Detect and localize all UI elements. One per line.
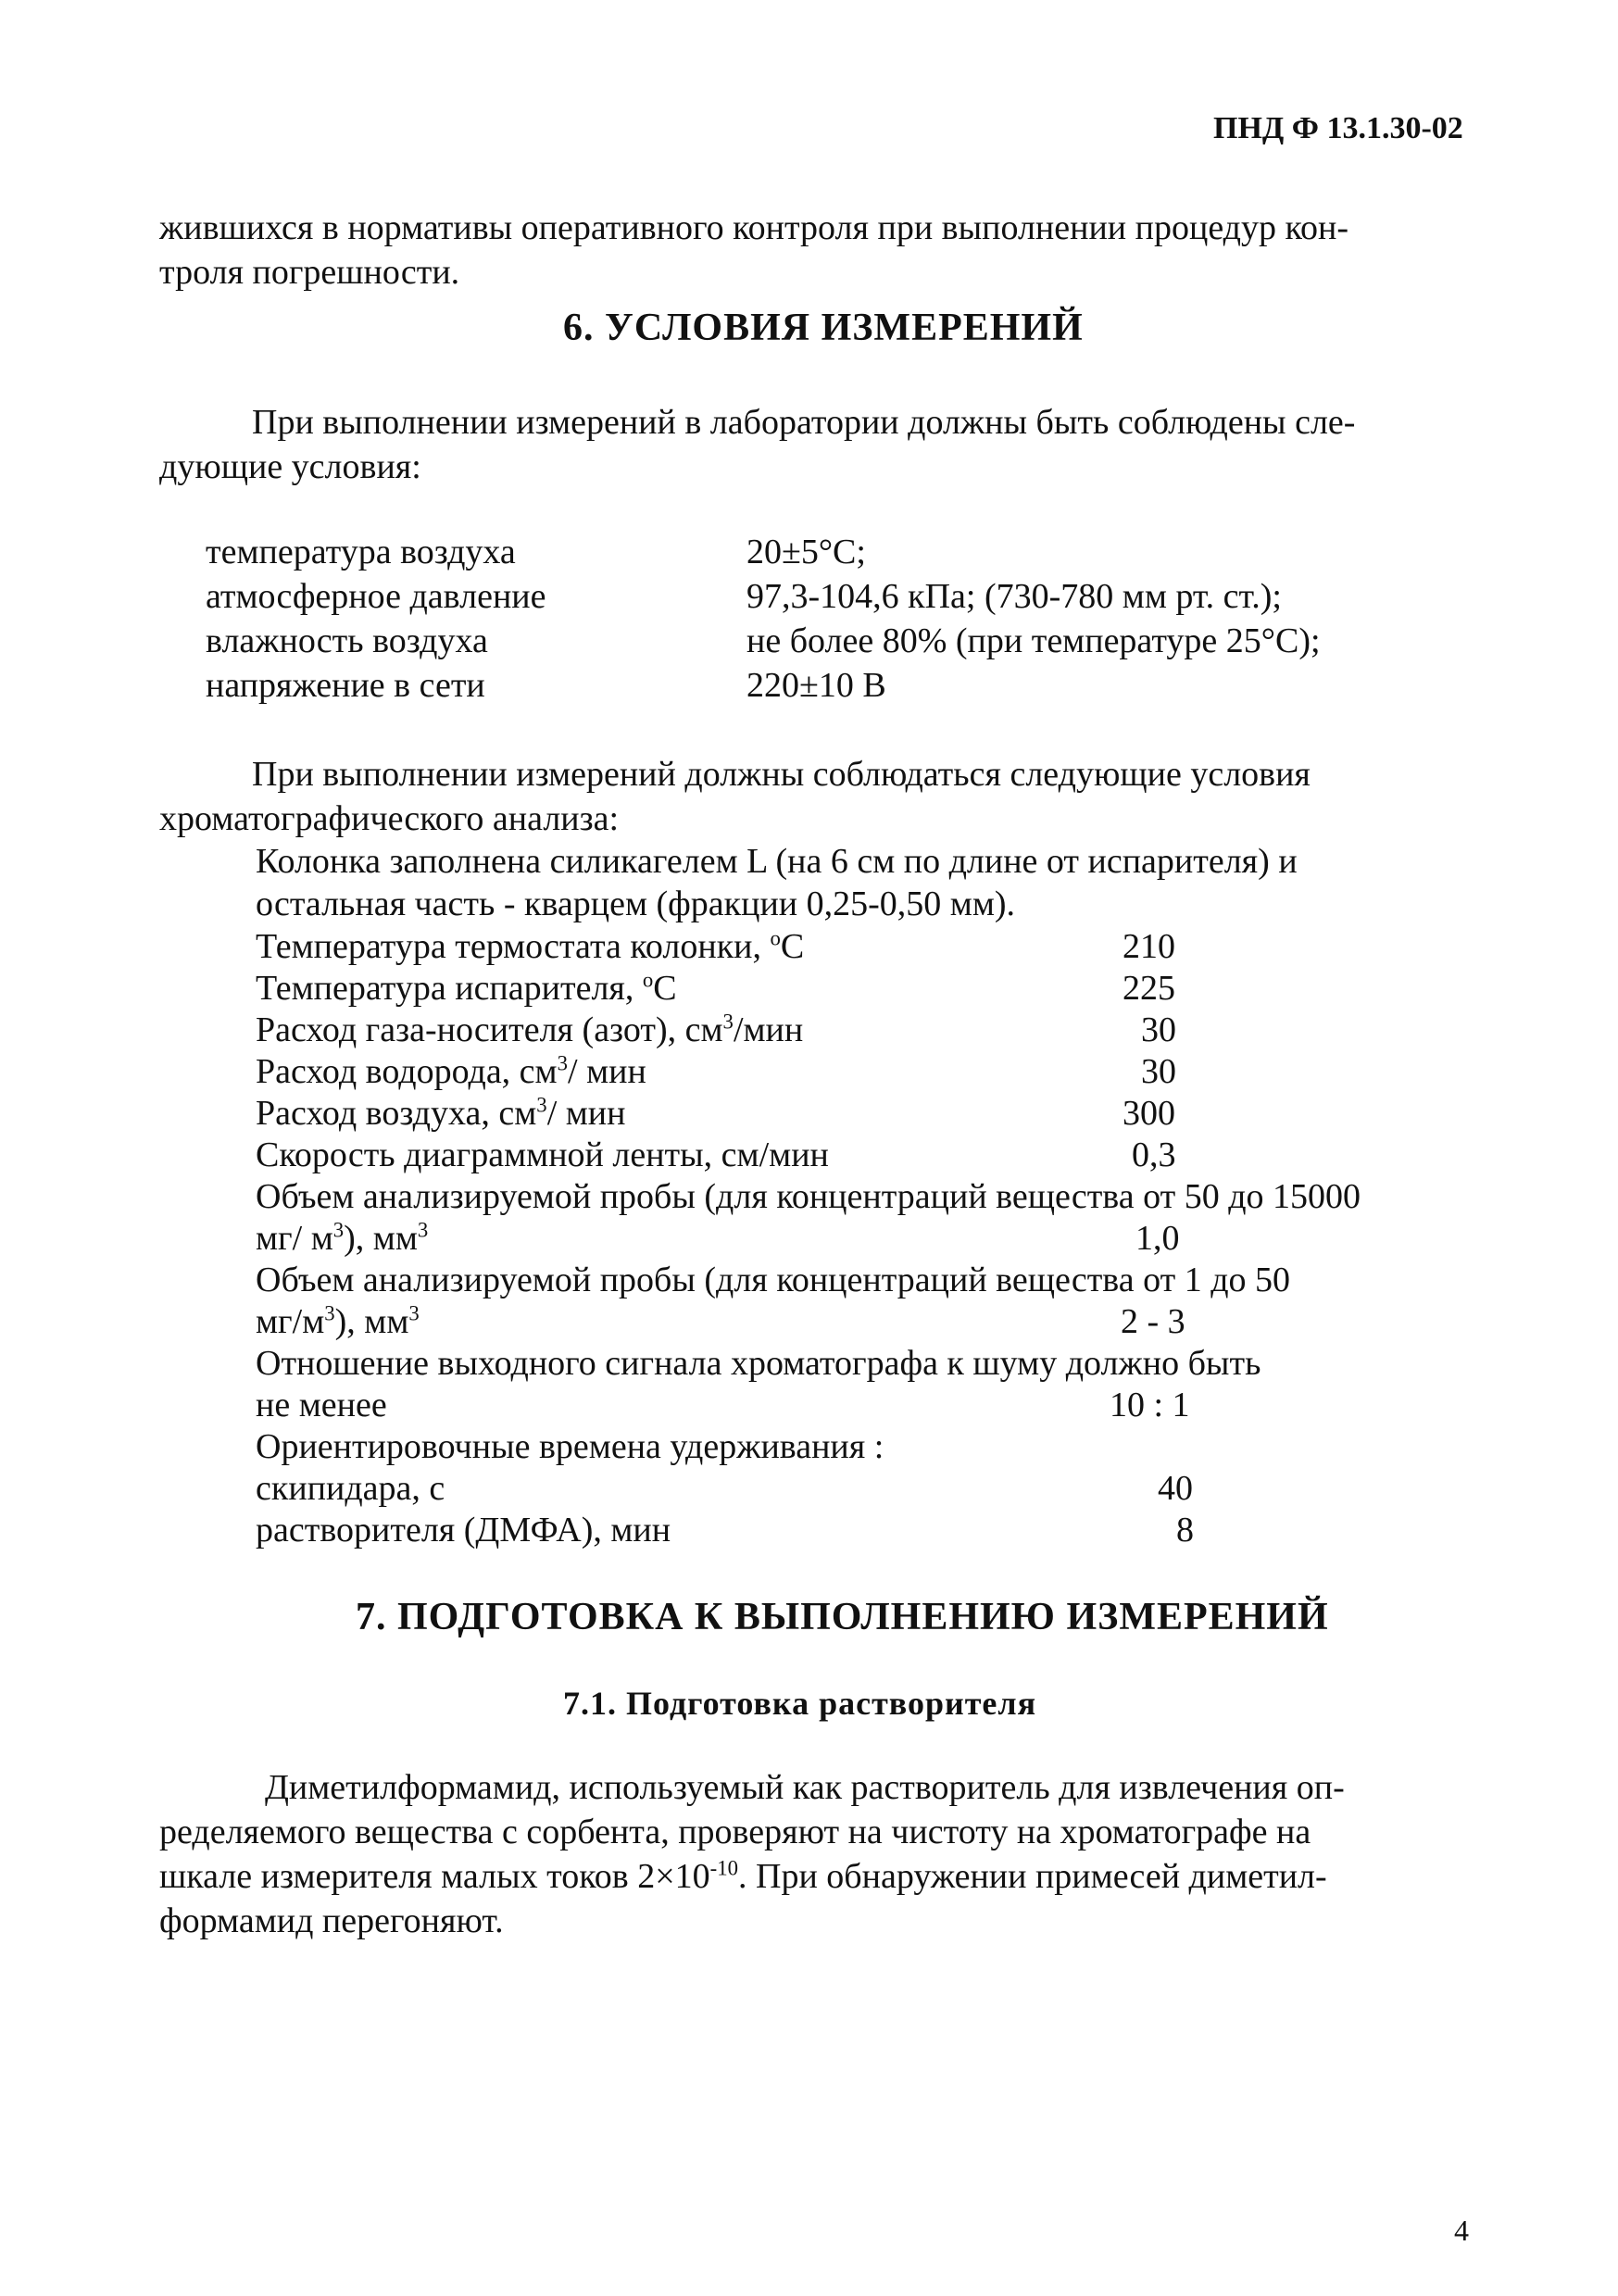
volume-2-value: 2 - 3 bbox=[1121, 1302, 1185, 1341]
parameter-name: Температура термостата колонки, $^о$С bbox=[256, 926, 805, 966]
parameter-value: 30 bbox=[1141, 1052, 1176, 1091]
parameter-value: 300 bbox=[1123, 1094, 1175, 1133]
chromatography-para-line-2: хроматографического анализа: bbox=[159, 799, 620, 838]
intro-line-1: жившихся в нормативы оперативного контроля при выполнении процедур кон- bbox=[159, 208, 1349, 247]
parameter-value: 225 bbox=[1123, 969, 1175, 1008]
column-line-2: остальная часть - кварцем (фракции 0,25-0,50 мм). bbox=[256, 885, 1016, 923]
section-6-title: 6. УСЛОВИЯ ИЗМЕРЕНИЙ bbox=[563, 307, 1084, 349]
parameter-name: Температура испарителя, $^о$С bbox=[256, 968, 677, 1008]
section-7-1-title: 7.1. Подготовка растворителя bbox=[563, 1685, 1037, 1722]
chromatography-para-line-1: При выполнении измерений должны соблюдаться следующие условия bbox=[252, 755, 1311, 794]
volume-2-line-1: Объем анализируемой пробы (для концентраций вещества от 1 до 50 bbox=[256, 1261, 1291, 1299]
volume-2-line-2: $мг/м^3$), $мм^3$ bbox=[256, 1301, 420, 1341]
retention-name: растворителя (ДМФА), мин bbox=[256, 1511, 671, 1549]
condition-name: влажность воздуха bbox=[206, 621, 488, 660]
section-7-1-line-4: формамид перегоняют. bbox=[159, 1901, 504, 1940]
volume-1-line-1: Объем анализируемой пробы (для концентраций вещества от 50 до 15000 bbox=[256, 1177, 1361, 1216]
intro-line-2: троля погрешности. bbox=[159, 253, 460, 292]
retention-value: 40 bbox=[1158, 1469, 1193, 1508]
retention-name: скипидара, с bbox=[256, 1469, 445, 1508]
column-line-1: Колонка заполнена силикагелем L (на 6 см по длине от испарителя) и bbox=[256, 842, 1298, 881]
parameter-value: 210 bbox=[1123, 927, 1175, 966]
section-6-para-line-2: дующие условия: bbox=[159, 447, 421, 486]
volume-1-value: 1,0 bbox=[1135, 1219, 1180, 1258]
retention-title: Ориентировочные времена удерживания : bbox=[256, 1427, 884, 1466]
condition-value: 20±5°С; bbox=[746, 533, 866, 571]
parameter-name: Скорость диаграммной ленты, см/мин bbox=[256, 1135, 829, 1174]
signal-line-1: Отношение выходного сигнала хроматографа к шуму должно быть bbox=[256, 1344, 1261, 1383]
volume-1-line-2: мг/ $м^3$), $мм^3$ bbox=[256, 1218, 429, 1258]
section-7-title: 7. ПОДГОТОВКА К ВЫПОЛНЕНИЮ ИЗМЕРЕНИЙ bbox=[356, 1596, 1329, 1638]
parameter-value: 30 bbox=[1141, 1010, 1176, 1049]
condition-value: не более 80% (при температуре 25°С); bbox=[746, 621, 1321, 660]
section-6-para-line-1: При выполнении измерений в лаборатории должны быть соблюдены сле- bbox=[252, 403, 1356, 442]
section-7-1-line-2: ределяемого вещества с сорбента, проверяют на чистоту на хроматографе на bbox=[159, 1813, 1311, 1851]
parameter-name: Расход воздуха, $см^3/$ мин bbox=[256, 1093, 626, 1133]
page-number: 4 bbox=[1454, 2214, 1469, 2247]
condition-name: атмосферное давление bbox=[206, 577, 546, 616]
condition-name: напряжение в сети bbox=[206, 666, 485, 705]
signal-value: 10 : 1 bbox=[1110, 1386, 1190, 1424]
parameter-value: 0,3 bbox=[1132, 1135, 1176, 1174]
condition-value: 220±10 В bbox=[746, 666, 886, 705]
signal-line-2: не менее bbox=[256, 1386, 387, 1424]
condition-name: температура воздуха bbox=[206, 533, 516, 571]
condition-value: 97,3-104,6 кПа; (730-780 мм рт. ст.); bbox=[746, 577, 1282, 616]
section-7-1-line-3: шкале измерителя малых токов $2\times 10^{-10}$. При обнаружении примесей диметил- bbox=[159, 1856, 1327, 1896]
document-code: ПНД Ф 13.1.30-02 bbox=[1213, 111, 1463, 145]
parameter-name: Расход водорода, $см^3/$ мин bbox=[256, 1051, 646, 1091]
parameter-name: Расход газа-носителя (азот), $см^3$/мин bbox=[256, 1010, 804, 1049]
retention-value: 8 bbox=[1176, 1511, 1194, 1549]
section-7-1-line-1: Диметилформамид, используемый как растворитель для извлечения оп- bbox=[265, 1768, 1345, 1807]
